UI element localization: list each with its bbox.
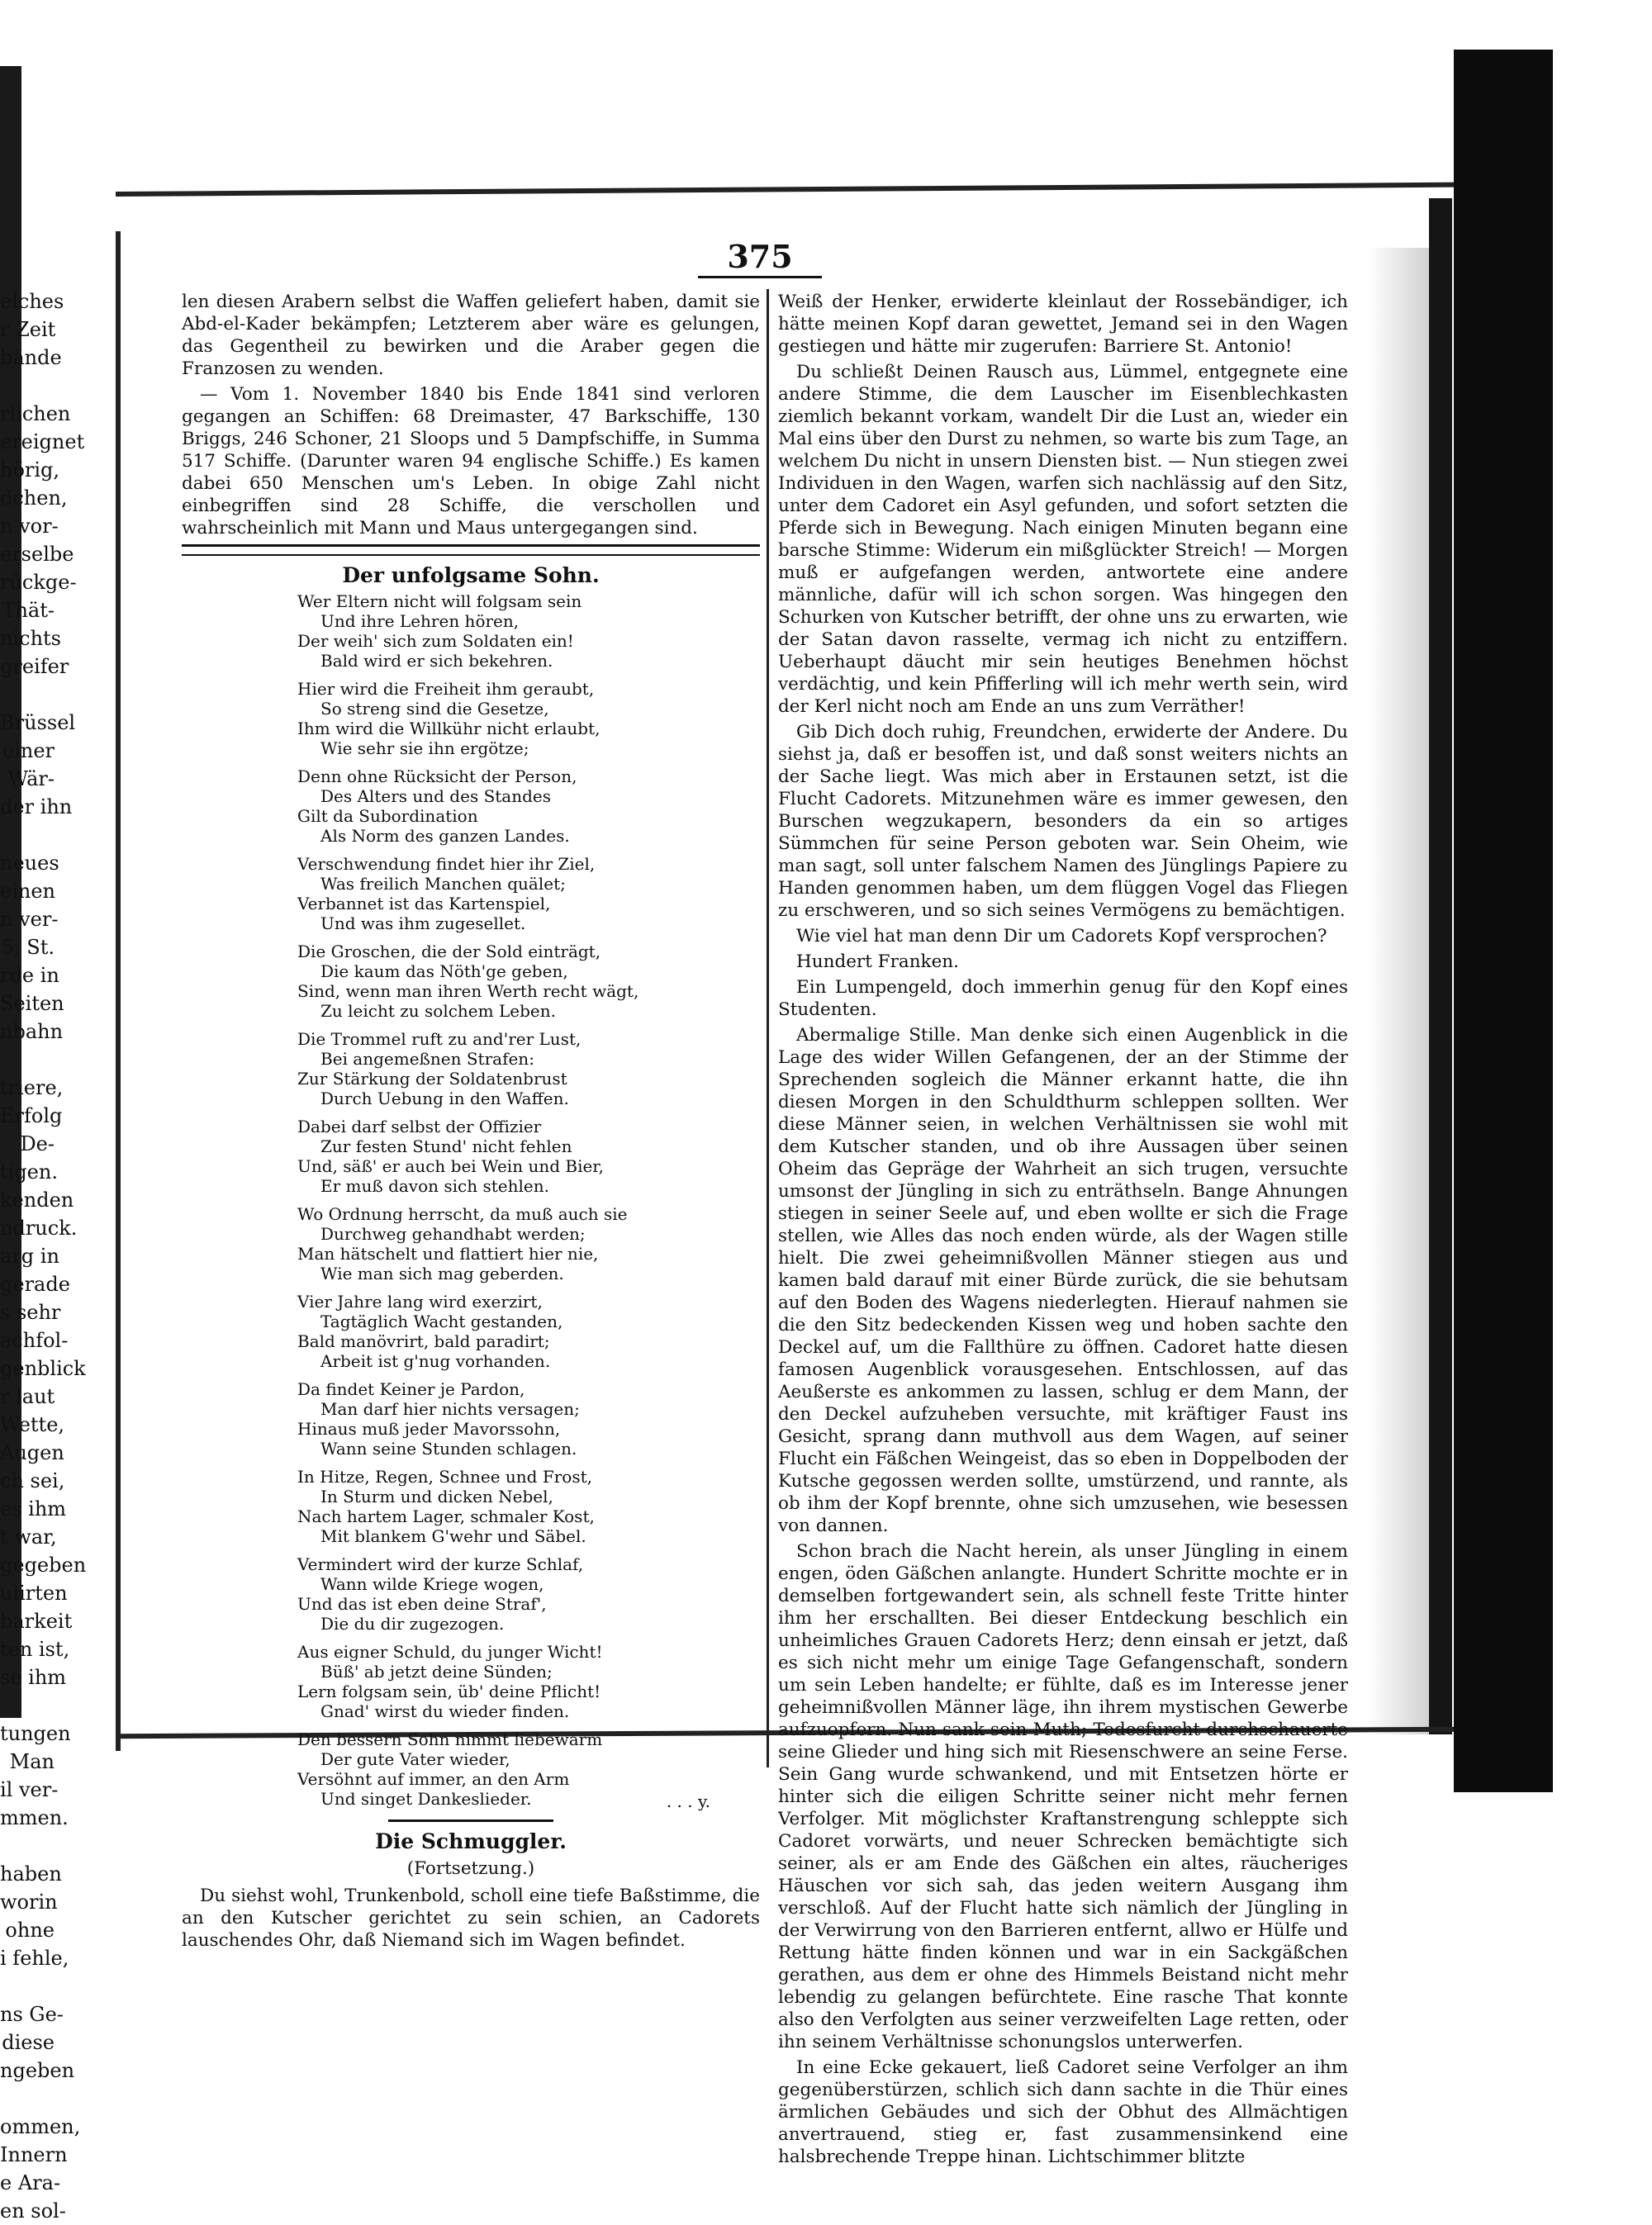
- story-paragraph: Wie viel hat man denn Dir um Cadorets Kopf versprochen?: [796, 926, 1327, 946]
- poem-line: Und ihre Lehren hören,: [320, 611, 520, 631]
- facing-page-line: elches: [0, 290, 64, 313]
- facing-page-line: t war,: [0, 1525, 57, 1549]
- facing-page-line: gegeben: [0, 1554, 87, 1577]
- poem-line: Wo Ordnung herrscht, da muß auch sie: [297, 1204, 628, 1224]
- facing-page-line: i fehle,: [0, 1947, 69, 1970]
- facing-page-line: e Ara-: [0, 2171, 61, 2194]
- poem-line: Gilt da Subordination: [297, 806, 478, 826]
- poem-line: Er muß davon sich stehlen.: [320, 1176, 549, 1196]
- story-paragraph: Abermalige Stille. Man denke sich einen Augenblick in die Lage des wider Willen Gefangenen, der an der Stimme der Sprechenden sogleich die Männer erkannt hatte, die ihn diesen Morgen in den Schuldthurm schleppen sollten. Wer diese Männer seien, in welchen Verhältnissen sie wohl mit dem Kutscher standen, und ob ihre Aussagen über seinen Oheim das Gepräge der Wahrheit an sich trugen, versuchte umsonst der Jüngling in sich zu enträthseln. Bange Ahnungen stiegen in seiner Seele auf, und eben wollte er sich die Frage stellen, wie Alles das noch enden würde, als der Wagen stille hielt. Die zwei geheimnißvollen Männer stiegen aus und kamen bald darauf mit einer Bürde zurück, die sie behutsam auf den Boden des Wagens niederlegten. Hierauf nahmen sie die den Sitz bedeckenden Kissen weg und hoben sachte den Deckel auf, um die Fallthüre zu öffnen. Cadoret hatte diesen famosen Augenblick vorausgesehen. Entschlossen, auf das Aeußerste es ankommen zu lassen, schlug er dem Mann, der den Deckel aufzuheben versuchte, mit kräftiger Faust ins Gesicht, sprang dann muthvoll aus dem Wagen, auf seiner Flucht ein Fäßchen Weingeist, das so eben in Doppelboden der Kutsche gegossen werden sollte, umstürzend, und rannte, als ob ihm der Kopf brennte, ohne sich umzusehen, wie besessen von dannen.: [778, 1025, 1348, 1536]
- facing-page-line: ereignet: [0, 430, 85, 453]
- story-subtitle: (Fortsetzung.): [406, 1858, 535, 1879]
- poem-line: Der gute Vater wieder,: [320, 1749, 510, 1769]
- poem-stanza: [182, 1642, 760, 1721]
- poem-line: In Sturm und dicken Nebel,: [320, 1487, 553, 1506]
- poem-stanza: [182, 942, 760, 1021]
- story-paragraph: Du siehst wohl, Trunkenbold, scholl eine tiefe Baßstimme, die an den Kutscher gerichtet zu sein schien, an Cadorets lauschendes Ohr, daß Niemand sich im Wagen befindet.: [182, 1886, 760, 1951]
- facing-page-line: ns Ge-: [0, 2003, 64, 2026]
- facing-page-line: bände: [0, 346, 62, 369]
- section-divider: [388, 1819, 553, 1822]
- poem-line: Mit blankem G'wehr und Säbel.: [320, 1526, 586, 1546]
- poem-title: Der unfolgsame Sohn.: [342, 563, 600, 587]
- facing-page-line: tungen: [0, 1722, 71, 1745]
- facing-page-line: ch sei,: [0, 1469, 65, 1492]
- facing-page-line: Wär-: [7, 767, 55, 790]
- story-title: Die Schmuggler.: [375, 1829, 567, 1853]
- facing-page-line: achfol-: [0, 1329, 69, 1352]
- poem-line: Verbannet ist das Kartenspiel,: [297, 894, 551, 913]
- facing-page-line: [0, 821, 55, 849]
- poem-stanza: [182, 591, 760, 671]
- poem-line: Zur Stärkung der Soldatenbrust: [297, 1069, 567, 1089]
- poem-line: Nach hartem Lager, schmaler Kost,: [297, 1506, 595, 1526]
- poem-stanza: [182, 1292, 760, 1371]
- facing-page-line: Brüssel: [0, 711, 76, 734]
- page-curl-shadow: [1367, 248, 1429, 1734]
- poem-line: Hier wird die Freiheit ihm geraubt,: [297, 679, 595, 699]
- poem-stanza: [182, 1029, 760, 1108]
- news-paragraph: — Vom 1. November 1840 bis Ende 1841 sind verloren gegangen an Schiffen: 68 Dreimaster, 47 Barkschiffe, 130 Briggs, 246 Schoner, 21 Sloops und 5 Dampfschiffe, in Summa 517 Schiffe. (Darunter waren 94 englische Schiffe.) Es kamen dabei 650 Menschen um's Leben. In obige Zahl nicht einbegriffen sind 28 Schiffe, die verschollen und wahrscheinlich mit Mann und Maus untergegangen sind.: [182, 384, 760, 538]
- page-number-rule: [698, 276, 822, 278]
- story-paragraph: Hundert Franken.: [796, 951, 959, 972]
- facing-page-line: einer: [2, 739, 55, 762]
- poem-signature: . . . y.: [666, 1791, 710, 1811]
- facing-page-line: kenden: [0, 1188, 74, 1212]
- poem-line: Die kaum das Nöth'ge geben,: [320, 961, 568, 981]
- poem-line: Die Trommel ruft zu and'rer Lust,: [297, 1029, 582, 1049]
- story-paragraph: Du schließt Deinen Rausch aus, Lümmel, entgegnete eine andere Stimme, die dem Lauscher im Eisenblechkasten ziemlich bekannt vorkam, wandelt Dir die Lust an, wieder ein Mal eins über den Durst zu nehmen, so warte bis zum Tage, an welchem Du nicht in unsern Diensten bist. — Nun stiegen zwei Individuen in den Wagen, warfen sich nachlässig auf den Sitz, unter dem Cadoret ein Asyl gefunden, und sofort setzten die Pferde sich in Bewegung. Nach einigen Minuten begann eine barsche Stimme: Widerum ein mißglückter Streich! — Morgen muß er aufgefangen werden, antwortete eine andere männliche, dafür will ich schon sorgen. Was hingegen den Schurken von Kutscher betrifft, der ohne uns zu erwarten, wie der Satan davon rasselte, vermag ich nicht zu entziffern. Ueberhaupt däucht mir sein heutiges Benehmen höchst verdächtig, und kein Pfifferling will ich mehr werth sein, wird der Kerl nicht noch am Ende an uns zum Verräther!: [778, 362, 1348, 717]
- story-paragraph: Gib Dich doch ruhig, Freundchen, erwiderte der Andere. Du siehst ja, daß er besoffen ist, und daß sonst weiters nichts an der Sache liegt. Was mich aber in Erstaunen setzt, ist die Flucht Cadorets. Mitzunehmen wäre es immer gewesen, den Burschen wegzukapern, besonders da ein so artiges Sümmchen für seine Person geboten war. Sein Oheim, wie man sagt, soll unter falschem Namen des Jünglings Papiere zu Handen genommen haben, um dem flüggen Vogel das Fliegen zu erschweren, und so sich seines Vermögens zu bemächtigen.: [778, 722, 1348, 921]
- right-column: [778, 291, 1348, 2171]
- facing-page-line: rückge-: [0, 571, 77, 594]
- facing-page-line: triere,: [0, 1076, 64, 1099]
- facing-page-line: Innern: [0, 2143, 68, 2166]
- poem-line: Büß' ab jetzt deine Sünden;: [320, 1662, 553, 1682]
- facing-page-line: nichts: [0, 627, 61, 650]
- poem-line: Zur festen Stund' nicht fehlen: [320, 1136, 572, 1156]
- facing-page-line: [0, 1691, 55, 1720]
- facing-page-line: Thät-: [2, 599, 55, 622]
- facing-page-line: ulirten: [0, 1582, 68, 1605]
- poem-line: Bald manövrirt, bald paradirt;: [297, 1331, 550, 1351]
- poem-line: Wie man sich mag geberden.: [320, 1264, 564, 1283]
- facing-page-line: r Zeit: [0, 318, 56, 341]
- page-gutter-line: [116, 231, 121, 1751]
- facing-page-line: nbahn: [0, 1020, 64, 1043]
- poem-stanza: [182, 1379, 760, 1459]
- poem-stanza: [182, 679, 760, 758]
- poem-line: Wann seine Stunden schlagen.: [320, 1439, 577, 1459]
- facing-page-line: ten ist,: [0, 1638, 70, 1661]
- facing-page-line: De-: [20, 1132, 55, 1155]
- scan-background-right: [1454, 50, 1553, 1792]
- facing-page-line: mmen.: [0, 1806, 69, 1829]
- facing-page-line: en sol-: [0, 2199, 66, 2223]
- poem-line: Verschwendung findet hier ihr Ziel,: [297, 854, 596, 874]
- poem-line: Lern folgsam sein, üb' deine Pflicht!: [297, 1682, 601, 1701]
- poem-stanza: [182, 1467, 760, 1546]
- poem-line: In Hitze, Regen, Schnee und Frost,: [297, 1467, 592, 1487]
- poem-line: Ihm wird die Willkühr nicht erlaubt,: [297, 719, 601, 738]
- facing-page-line: [0, 1832, 55, 1860]
- facing-page-line: 5, St.: [1, 936, 55, 959]
- poem: [182, 591, 760, 1809]
- facing-page-line: [0, 372, 55, 400]
- facing-page-line: [0, 2085, 55, 2113]
- facing-page-line: ngeben: [0, 2059, 75, 2082]
- news-paragraph: len diesen Arabern selbst die Waffen geliefert haben, damit sie Abd-el-Kader bekämpfen; Letzterem aber wäre es gelungen, das Gegentheil zu bewirken und die Araber gegen die Franzosen zu wenden.: [182, 292, 760, 379]
- poem-stanza: [182, 1554, 760, 1634]
- poem-stanza: [182, 1117, 760, 1196]
- poem-line: Dabei darf selbst der Offizier: [297, 1117, 542, 1136]
- poem-line: Der weih' sich zum Soldaten ein!: [297, 631, 574, 651]
- facing-page-line: n ver-: [0, 908, 59, 931]
- poem-line: Zu leicht zu solchem Leben.: [320, 1001, 556, 1021]
- facing-page-line: neues: [0, 852, 59, 875]
- facing-page-fragment: [0, 287, 87, 2225]
- column-divider: [767, 289, 769, 1767]
- facing-page-line: [0, 1046, 55, 1074]
- facing-page-line: diese: [2, 2031, 55, 2054]
- poem-line: Durchweg gehandhabt werden;: [320, 1224, 586, 1244]
- poem-line: Den bessern Sohn nimmt liebewarm: [297, 1729, 603, 1749]
- facing-page-line: Seiten: [0, 992, 64, 1015]
- facing-page-line: der ihn: [0, 795, 73, 818]
- poem-line: Wann wilde Kriege wogen,: [320, 1574, 544, 1594]
- poem-line: Vermindert wird der kurze Schlaf,: [297, 1554, 584, 1574]
- poem-line: Durch Uebung in den Waffen.: [320, 1089, 569, 1108]
- poem-line: Arbeit ist g'nug vorhanden.: [320, 1351, 551, 1371]
- poem-line: Vier Jahre lang wird exerzirt,: [297, 1292, 543, 1312]
- page-number: 375: [727, 238, 793, 275]
- facing-page-line: haben: [0, 1862, 62, 1886]
- poem-line: Des Alters und des Standes: [320, 786, 552, 806]
- facing-page-line: dchen,: [0, 486, 68, 510]
- facing-page-line: barkeit: [0, 1610, 73, 1633]
- poem-line: So streng sind die Gesetze,: [320, 699, 549, 719]
- facing-page-line: r laut: [0, 1385, 55, 1408]
- poem-line: Bald wird er sich bekehren.: [320, 651, 553, 671]
- facing-page-line: ndruck.: [0, 1217, 78, 1240]
- poem-line: Die du dir zugezogen.: [320, 1614, 505, 1634]
- poem-line: Man darf hier nichts versagen;: [320, 1399, 580, 1419]
- poem-line: Sind, wenn man ihren Werth recht wägt,: [297, 981, 639, 1001]
- facing-page-line: se ihm: [0, 1666, 67, 1689]
- story-paragraph: Schon brach die Nacht herein, als unser Jüngling in einem engen, öden Gäßchen anlangte. Hundert Schritte mochte er in demselben fortgewandert sein, als schnell feste Tritte hinter ihm her erschallten. Bei dieser Entdeckung beschlich ein unheimliches Grauen Cadorets Herz; denn einsah er jetzt, daß es sich nicht mehr um einige Tage Gefangenschaft, sondern um sein Leben handelte; er fühlte, daß es im Interesse jener geheimnißvollen Männer läge, ihn ihrem mystischen Gewerbe aufzuopfern. Nun sank sein Muth; Todesfurcht durchschauerte seine Glieder und hing sich mit Riesenschwere an seine Ferse. Sein Gang wurde schwankend, und mit Entsetzen hörte er hinter sich die eiligen Schritte seiner nicht mehr fernen Verfolger. Mit möglichster Kraftanstrengung schleppte sich Cadoret vorwärts, und neuer Schrecken bemächtigte sich seiner, als er am Ende des Gäßchen ein altes, räucheriges Häuschen vor sich sah, das jeden weitern Ausgang ihm verschloß. Auf der Flucht hatte sich nämlich der Jüngling in der Verwirrung von den Barrieren entfernt, allwo er Hülfe und Rettung hätte finden können und war in ein Sackgäßchen gerathen, aus dem er ohne des Himmels Beistand nicht mehr lebendig zu gelangen befürchtete. Eine rasche That konnte also den Verfolgten aus seiner verzweifelten Lage retten, oder ihn seinem Verhältnisse schonungslos unterwerfen.: [778, 1541, 1348, 2052]
- facing-page-line: greifer: [0, 655, 69, 678]
- poem-line: Und, säß' er auch bei Wein und Bier,: [297, 1156, 605, 1176]
- story-paragraph: In eine Ecke gekauert, ließ Cadoret seine Verfolger an ihm gegenüberstürzen, schlich sich dann sachte in die Thür eines ärmlichen Gebäudes und sich der Obhut des Allmächtigen anvertrauend, stieg er, fast zusammensinkend eine halsbrechende Treppe hinan. Lichtschimmer blitzte: [778, 2057, 1348, 2167]
- poem-line: Versöhnt auf immer, an den Arm: [297, 1769, 570, 1789]
- facing-page-line: Erfolg: [0, 1104, 63, 1127]
- facing-page-line: rde in: [0, 964, 59, 987]
- page-top-edge: [116, 183, 1470, 197]
- poem-line: Wie sehr sie ihn ergötze;: [320, 738, 529, 758]
- poem-line: Bei angemeßnen Strafen:: [320, 1049, 534, 1069]
- facing-page-line: ohne: [5, 1919, 55, 1942]
- poem-stanza: [182, 1204, 760, 1283]
- poem-line: Gnad' wirst du wieder finden.: [320, 1701, 570, 1721]
- page-right-edge: [1429, 198, 1452, 1734]
- facing-page-line: erselbe: [0, 543, 74, 566]
- facing-page-line: Wette,: [0, 1413, 65, 1436]
- poem-stanza: [182, 854, 760, 933]
- facing-page-line: tigen.: [0, 1160, 58, 1184]
- facing-page-line: gerade: [0, 1273, 70, 1296]
- facing-page-line: worin: [0, 1891, 58, 1914]
- poem-line: Wer Eltern nicht will folgsam sein: [297, 591, 582, 611]
- story-paragraph: Ein Lumpengeld, doch immerhin genug für den Kopf eines Studenten.: [778, 977, 1348, 1020]
- facing-page-line: [0, 681, 55, 709]
- facing-page-line: arg in: [0, 1245, 59, 1268]
- poem-line: Als Norm des ganzen Landes.: [320, 826, 570, 846]
- left-column: [182, 291, 760, 1955]
- facing-page-line: n vor-: [0, 515, 59, 538]
- poem-line: Und was ihm zugesellet.: [320, 913, 526, 933]
- poem-line: Was freilich Manchen quälet;: [320, 874, 566, 894]
- facing-page-line: hörig,: [0, 458, 60, 482]
- poem-line: Hinaus muß jeder Mavorssohn,: [297, 1419, 561, 1439]
- poem-line: Denn ohne Rücksicht der Person,: [297, 766, 577, 786]
- poem-line: Man hätschelt und flattiert hier nie,: [297, 1244, 599, 1264]
- facing-page-line: Man: [9, 1750, 55, 1773]
- facing-page-line: genblick: [0, 1357, 86, 1380]
- facing-page-line: einen: [0, 880, 55, 903]
- section-divider: [182, 544, 760, 556]
- poem-stanza: [182, 766, 760, 846]
- story-paragraph: Weiß der Henker, erwiderte kleinlaut der Rossebändiger, ich hätte meinen Kopf daran gewettet, Jemand sei in den Wagen gestiegen und hätte mir zugerufen: Barriere St. Antonio!: [778, 292, 1348, 357]
- poem-line: Aus eigner Schuld, du junger Wicht!: [297, 1642, 603, 1662]
- facing-page-line: ommen,: [0, 2115, 81, 2138]
- poem-line: Tagtäglich Wacht gestanden,: [320, 1312, 563, 1331]
- facing-page-line: rlichen: [0, 402, 71, 425]
- facing-page-line: s sehr: [0, 1301, 61, 1324]
- facing-page-line: [0, 1972, 55, 2000]
- poem-line: Und das ist eben deine Straf',: [297, 1594, 547, 1614]
- poem-line: Die Groschen, die der Sold einträgt,: [297, 942, 601, 961]
- facing-page-line: es ihm: [0, 1497, 67, 1520]
- poem-line: Da findet Keiner je Pardon,: [297, 1379, 525, 1399]
- facing-page-line: il ver-: [0, 1778, 59, 1801]
- facing-page-line: Augen: [0, 1441, 64, 1464]
- poem-line: Und singet Dankeslieder.: [320, 1789, 532, 1809]
